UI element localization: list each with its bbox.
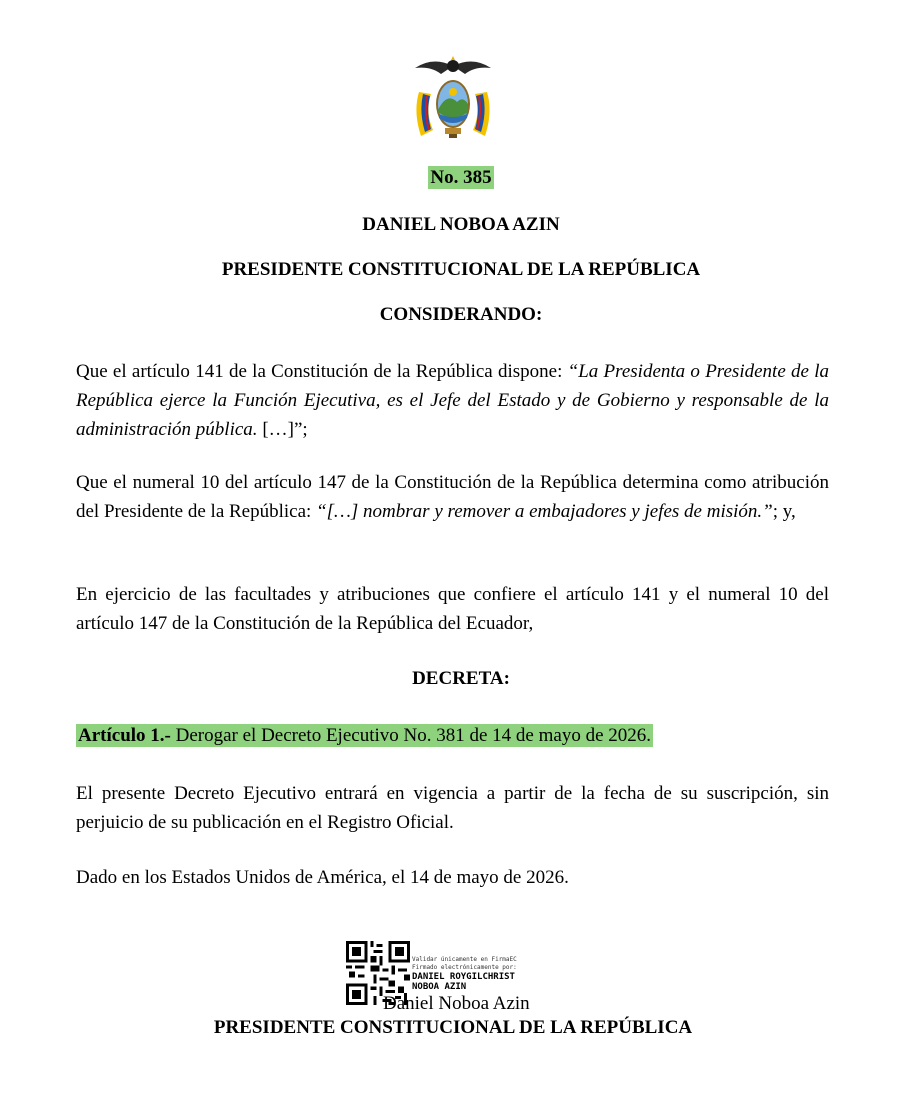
- consideration-2-intro: Que el numeral 10 del artículo 147 de la Constitución de la República determina como atribución del Presidente de la República:: [76, 472, 829, 522]
- electronic-signature-text: [412, 956, 517, 992]
- signer-line-2: NOBOA AZIN: [412, 982, 467, 992]
- article-1-text: Derogar el Decreto Ejecutivo No. 381 de 14 de mayo de 2026.: [170, 725, 651, 746]
- ecuador-coat-of-arms-icon: [411, 52, 495, 140]
- consideration-paragraph-3: En ejercicio de las facultades y atribuciones que confiere el artículo 141 y el numeral 10 del artículo 147 de la Constitución de la República del Ecuador,: [76, 584, 829, 634]
- article-1-highlight: [76, 724, 653, 747]
- vigencia-paragraph: El presente Decreto Ejecutivo entrará en vigencia a partir de la fecha de su suscripción, sin perjuicio de su publicación en el Registro Oficial.: [76, 783, 829, 833]
- president-title: PRESIDENTE CONSTITUCIONAL DE LA REPÚBLICA: [221, 259, 701, 280]
- signed-note: Firmado electrónicamente por:: [412, 964, 517, 971]
- decreta-heading: DECRETA:: [412, 668, 510, 689]
- signer-line-1: DANIEL ROYGILCHRIST: [412, 972, 515, 982]
- president-name: DANIEL NOBOA AZIN: [362, 214, 560, 235]
- consideration-2-ending: ; y,: [772, 501, 796, 522]
- article-1-label: Artículo 1.-: [78, 725, 171, 746]
- consideration-1-ending: […]”;: [257, 419, 308, 440]
- considerando-heading: CONSIDERANDO:: [379, 304, 543, 325]
- consideration-paragraph-2: [76, 468, 829, 526]
- validation-note: Validar únicamente en FirmaEC: [412, 956, 517, 963]
- consideration-paragraph-1: [76, 357, 829, 444]
- signer-name: Daniel Noboa Azin: [383, 993, 530, 1014]
- dado-paragraph: Dado en los Estados Unidos de América, el 14 de mayo de 2026.: [76, 867, 569, 888]
- decree-number-text: No. 385: [430, 167, 492, 188]
- consideration-1-intro: Que el artículo 141 de la Constitución de la República dispone:: [76, 361, 568, 382]
- article-1: [76, 721, 829, 750]
- consideration-1-quote: “La Presidenta o Presidente de la República ejerce la Función Ejecutiva, es el Jefe del Estado y de Gobierno y responsable de la administración pública.: [76, 361, 829, 440]
- decree-number: [0, 167, 922, 189]
- consideration-2-quote: “[…] nombrar y remover a embajadores y jefes de misión.”: [316, 501, 773, 522]
- signer-title: PRESIDENTE CONSTITUCIONAL DE LA REPÚBLICA: [213, 1017, 693, 1038]
